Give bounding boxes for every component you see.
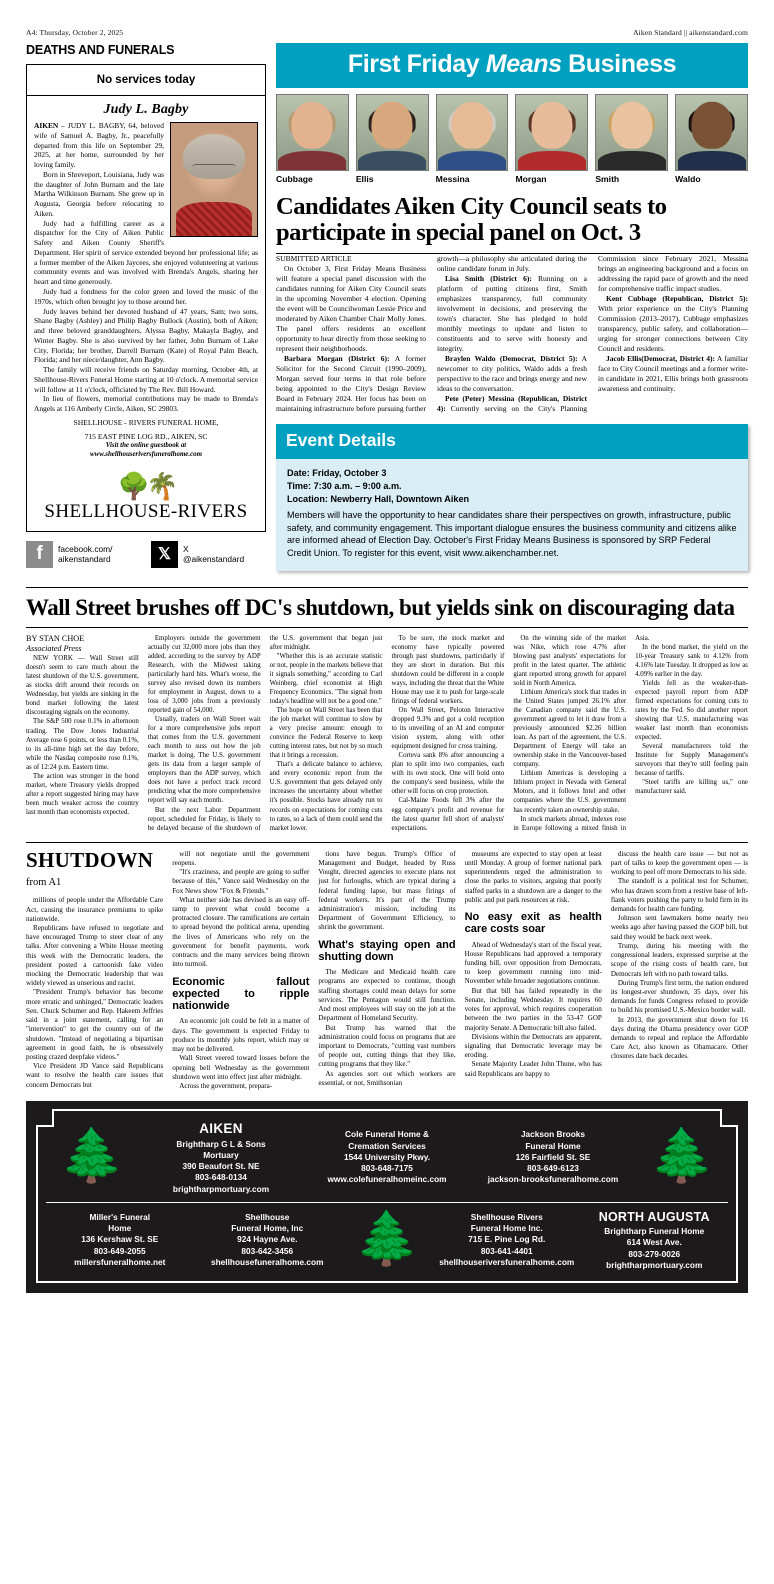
shutdown-subhead-economic: Economic fallout expected to ripple nationwide	[172, 975, 310, 1013]
ad-line: Brightharp Funeral Home	[604, 1225, 705, 1236]
event-details-body	[276, 459, 748, 571]
portrait-glasses	[192, 164, 237, 174]
funeral-home-line-2: 715 EAST PINE LOG RD., AIKEN, SC	[84, 431, 208, 441]
article-paragraph: "Whether this is an accurate statistic or not, people in the markets believe that it signals something," according to Carl Weinberg, chief economist at High Frequency Economics. "The signal from today's headline will not be a good one."	[269, 652, 383, 705]
article-paragraph: The hope on Wall Street has been that the job market will continue to slow by a very precise amount: enough to convince the Federal Reserve to keep cutting interest rates, but not by so much that it brings a recession.	[269, 707, 383, 760]
portrait-face	[292, 102, 333, 149]
candidate-photo	[356, 94, 429, 171]
ad-line: millersfuneralhome.net	[74, 1256, 166, 1267]
article-paragraph: On October 3, First Friday Means Business will feature a special panel discussion with the candidates running for Aiken City Council seats in the upcoming November 4 election. Opening the event will be Councilwoman Lessie Price and moderated by Aiken Chamber Chair Molly Jones. The panel offers residents an excellent opportunity to hear directly from those seeking to represent their neighborhoods.	[276, 264, 426, 354]
portrait-torso	[518, 151, 586, 172]
top-area	[0, 43, 774, 576]
tree-icon: 🌳🌴	[117, 471, 175, 501]
portrait-face	[531, 102, 572, 149]
article-paragraph: In 2013, the government shut down for 16 days during the Obama presidency over GOP demands to repeal and replace the Affordable Care Act, also known as Obamacare. Other closures date back decades.	[610, 1015, 749, 1061]
article-paragraph: Vice President JD Vance said Republicans want to resolve the health care issues that concern Democrats but	[26, 1062, 164, 1089]
article-paragraph: To be sure, the stock market and economy have typically powered through past shutdowns, particularly if they are short in duration. But this shutdown could be different in a couple ways, including the threat that the White House may use it to push for large-scale firings of federal workers.	[391, 634, 505, 705]
portrait-torso	[438, 151, 506, 172]
article-paragraph: But Trump has warned that the administration could focus on programs that are important to Democrats, "cutting vast numbers of people out, cutting things that they like, cutting programs that they like."	[318, 1023, 456, 1069]
shutdown-subhead-staying-open: What's staying open and shutting down	[318, 938, 456, 963]
article-paragraph: Yields fell as the weaker-than-expected payroll report from ADP firmed expectations for coming cuts to rates by the Fed. So did another report showing that U.S. manufacturing was weaker last month than economists expected.	[635, 679, 748, 742]
candidate-photo	[515, 94, 588, 171]
ad-line: Cremation Services	[348, 1140, 426, 1151]
ad-line: brightharpmortuary.com	[606, 1259, 703, 1270]
ad-line: 1544 University Pkwy.	[343, 1151, 431, 1162]
ad-line: Mortuary	[203, 1149, 239, 1160]
ads-frame	[36, 1109, 738, 1283]
article-paragraph: discuss the health care issue — but not as part of talks to keep the government open — is working to peel off more Democrats to his side.	[610, 849, 749, 877]
shutdown-column-5	[611, 850, 748, 1092]
portrait-face	[691, 102, 732, 149]
article-paragraph: Johnson sent lawmakers home nearly two weeks ago after having passed the GOP bill, but said they would be back next week.	[610, 914, 749, 941]
ad-line: 136 Kershaw St. SE	[81, 1234, 159, 1245]
candidate-profile: Barbara Morgan (District 6): A former Solicitor for the Second Circuit (1990–2009), Morgan served four terms in that role before being appointed to the City's Design Review Board in February 2024. Her focus has been on maintaining infrastructure before pursuing further growth—a philosophy she articulated during the online candidate forum in July.	[276, 254, 587, 413]
event-details-card	[276, 424, 748, 571]
candidate-photo-row	[276, 94, 748, 184]
guestbook-label: Visit the online guestbook at	[105, 441, 187, 449]
funeral-home-ads	[26, 1101, 748, 1293]
byline-org: Associated Press	[26, 643, 82, 653]
candidate-profile-lead: Kent Cubbage (Republican, District 5):	[606, 294, 748, 304]
masthead	[0, 0, 774, 43]
funeral-home-ad[interactable]	[194, 1212, 342, 1268]
ad-line: www.colefuneralhomeinc.com	[327, 1174, 447, 1185]
ad-line: jackson-brooksfuneralhome.com	[487, 1174, 619, 1185]
ad-line: 803-648-0134	[195, 1172, 247, 1183]
candidate-profile: Jacob Ellis(Democrat, District 4): A familiar face to City Council meetings and a former write-in candidate in 2021, Ellis brings both grassroots awareness and continuity.	[598, 354, 749, 393]
section-kicker-deaths: DEATHS AND FUNERALS	[26, 43, 175, 57]
event-location: Location: Newberry Hall, Downtown Aiken	[287, 493, 470, 504]
article-paragraph: tions have begun. Trump's Office of Management and Budget, headed by Russ Vought, directed agencies to execute plans not just for furloughs, which are typical during a federal funding lapse, but mass firings of federal workers. It's part of the Trump administration's mission, including its Department of Government Efficiency, to shrink the government.	[318, 849, 456, 932]
ad-line: 924 Hayne Ave.	[237, 1234, 298, 1245]
event-date: Date: Friday, October 3	[287, 467, 387, 478]
shutdown-col3-pre	[318, 850, 455, 933]
shutdown-column-2	[172, 850, 309, 1092]
ad-line: shellhouseriversfuneralhome.com	[439, 1256, 575, 1267]
article-paragraph: But that bill has failed repeatedly in the Senate, including Wednesday. It requires 60 votes for approval, which requires cooperation between the two parties in the 53-47 GOP majority Senate. A Democratic bill also failed.	[464, 986, 602, 1032]
article-paragraph: museums are expected to stay open at least until Monday. A group of former national park superintendents urged the administration to close the parks to visitors, arguing that poorly staffed parks in a shutdown are a danger to the public and put park resources at risk.	[464, 849, 602, 904]
obituary-box	[26, 96, 266, 532]
shellhouse-rivers-logo	[34, 471, 258, 523]
portrait-torso	[278, 151, 346, 172]
ad-line: Funeral Home Inc.	[470, 1223, 543, 1234]
event-time: Time: 7:30 a.m. – 9:00 a.m.	[287, 480, 402, 491]
ad-line: brightharpmortuary.com	[172, 1183, 270, 1194]
first-friday-banner	[276, 43, 748, 88]
portrait-face	[452, 102, 493, 149]
ad-line: 803-641-4401	[480, 1245, 533, 1256]
ad-line: Funeral Home	[525, 1140, 581, 1151]
obituary-p1: – JUDY L. BAGBY, 64, beloved wife of Samuel A. Bagby, Jr., peacefully departed from this life on September 29, 2025, at her home, surrounded by her loving family.	[34, 121, 164, 170]
article-paragraph: During Trump's first term, the nation endured its longest-ever shutdown, 35 days, over his demands for funds Congress refused to provide to build his promised U.S.-Mexico border wall.	[610, 978, 749, 1015]
submitted-article-byline: SUBMITTED ARTICLE	[276, 254, 352, 264]
article-paragraph: An economic jolt could be felt in a matter of days. The government is expected Friday to produce its monthly jobs report, which may or may not be delivered.	[172, 1017, 310, 1054]
candidate-profile-lead: Lisa Smith (District 6):	[445, 274, 532, 284]
article-paragraph: Usually, traders on Wall Street wait for a more comprehensive jobs report that comes from the U.S. government each month to suss out how the job market is doing. The U.S. government gets its data from a larger sample of employers than the ADP survey, which does not have a perfect track record predicting what the more comprehensive report will say each month.	[147, 716, 261, 805]
masthead-left: A4: Thursday, October 2, 2025	[26, 28, 124, 37]
ad-line: Shellhouse Rivers	[470, 1211, 543, 1222]
obituary-paragraph: Judy leaves behind her devoted husband of 47 years, Sam; two sons, Shane Bagby (Ashley) and Philip Bagby Bullock (Austin), both of Aiken; and three beloved granddaughters, Alyssa Bagby, Makayla Bagby, and Winter Bagby. She is also survived by her father, John Burnam of Lake City, Florida; her brother, Darrell Burnam (Kate) of Royal Palm Beach, Florida; and her niece/daughter, Ann Bagby.	[34, 306, 258, 365]
obituary-body	[34, 121, 258, 460]
candidate-photo	[276, 94, 349, 171]
shutdown-col4-pre	[465, 850, 602, 905]
banner-text-a: First Friday	[347, 50, 486, 78]
ad-line: Jackson Brooks	[520, 1129, 586, 1140]
article-paragraph: Several manufacturers told the Institute for Supply Management's surveyors that they're still feeling pain because of tariffs.	[635, 743, 748, 778]
article-paragraph: Senate Majority Leader John Thune, who has said Republicans are happy to	[464, 1060, 602, 1078]
funeral-home-line-1: SHELLHOUSE - RIVERS FUNERAL HOME,	[73, 417, 219, 427]
ad-line: Brightharp G L & Sons	[176, 1138, 266, 1149]
portrait-dress	[176, 202, 252, 236]
obituary-paragraph: In lieu of flowers, memorial contributions may be made to Brenda's Angels at 116 Amberly Circle, Aiken, SC 29803.	[34, 394, 258, 414]
article-paragraph: Trump, during his meeting with the congressional leaders, expressed surprise at the scope of the rising costs of health care, but Democrats left with no path toward talks.	[610, 941, 749, 978]
funeral-home-ad[interactable]	[433, 1212, 581, 1268]
article-paragraph: The standoff is a political test for Schumer, who has drawn scorn from a restive base of left-flank voters pushing the party to hold firm in its demands for health care funding.	[610, 877, 749, 913]
wallstreet-byline	[26, 634, 139, 655]
shutdown-column-3	[318, 850, 455, 1092]
candidate-profile-lead: Jacob Ellis(Democrat, District 4):	[606, 354, 715, 364]
shutdown-subhead-no-easy-exit: No easy exit as health care costs soar	[464, 910, 602, 936]
social-links	[26, 541, 266, 576]
article-paragraph: Lithium Americas is developing a lithium project in Nevada with General Motors, and it follows Intel and other companies where the U.S. government has recently taken an ownership stake.	[513, 770, 627, 814]
portrait-face	[372, 102, 413, 149]
candidate-name: Smith	[595, 174, 620, 184]
article-paragraph: That's a delicate balance to achieve, and every economic report from the U.S. government that gets delayed only increases the uncertainty about whether it's possible. Stocks have already run to records on expectations for coming cuts to rates, so a lack of them could send the market lower.	[269, 761, 383, 832]
article-paragraph: millions of people under the Affordable Care Act, causing the insurance premiums to spike nationwide.	[26, 896, 164, 923]
ads-divider	[46, 1202, 728, 1203]
article-paragraph: Across the government, prepara-	[179, 1081, 273, 1090]
portrait-torso	[678, 151, 746, 172]
first-friday-column	[276, 43, 748, 576]
ornamental-tree-icon: 🌲	[354, 1210, 420, 1268]
ad-line: 803-279-0026	[628, 1248, 681, 1259]
ad-line: shellhousefuneralhome.com	[211, 1256, 324, 1267]
obituary-paragraph: Judy had a fondness for the color green and loved the music of the 1970s, which often brought joy to those around her.	[34, 287, 258, 306]
candidate-photo	[436, 94, 509, 171]
ad-line: 126 Fairfield St. SE	[515, 1151, 591, 1162]
article-paragraph: Ahead of Wednesday's start of the fiscal year, House Republicans had approved a temporary funding bill, over opposition from Democrats, to keep government running into mid-November while broader negotiations continue.	[464, 940, 602, 986]
candidate-cubbage	[276, 94, 349, 184]
article-paragraph: Corteva sank 8% after announcing a plan to split into two companies, each with its own stock. One will hold onto the company's seed business, while the other will focus on crop protection.	[391, 752, 505, 796]
ad-line: 803-649-6123	[527, 1163, 579, 1174]
article-paragraph: In the bond market, the yield on the 10-year Treasury sank to 4.12% from 4.16% late Tuesday. It dropped as low as 4.09% earlier in the day.	[635, 643, 748, 678]
shutdown-column-4	[465, 850, 602, 1092]
candidate-morgan	[515, 94, 588, 184]
candidate-profile: Braylen Waldo (Democrat, District 5): A newcomer to city politics, Waldo adds a fresh perspective to the race and brings energy and new ideas to the conversation.	[437, 354, 587, 393]
article-paragraph: On Wall Street, Peloton Interactive dropped 9.3% and got a cold reception to its unveiling of an AI and computer vision system, along with other equipment designed for cross training.	[391, 707, 505, 751]
candidate-waldo	[675, 94, 748, 184]
ads-row-2	[46, 1209, 728, 1271]
ad-line: 803-649-2055	[93, 1245, 146, 1256]
shutdown-col2-pre	[172, 850, 309, 970]
ad-line: Funeral Home, Inc	[231, 1223, 304, 1234]
article-paragraph: In stock markets abroad, indexes rose in Europe following a mixed finish in Asia.	[513, 634, 650, 832]
ad-city: AIKEN	[199, 1121, 243, 1137]
masthead-right: Aiken Standard || aikenstandard.com	[633, 28, 748, 37]
article-paragraph: The Medicare and Medicaid health care programs are expected to continue, though staffing shortages could mean delays for some services. The Pentagon would still function. And most employees will stay on the job at the Department of Homeland Security.	[318, 968, 456, 1023]
shutdown-jumpline: from A1	[26, 876, 62, 888]
candidate-name: Messina	[435, 174, 470, 184]
event-details-title: Event Details	[276, 424, 748, 459]
candidate-name: Ellis	[355, 174, 374, 184]
article-paragraph: The S&P 500 rose 0.1% in afternoon trading. The Dow Jones Industrial Average rose 6 points, or less than 0.1%, to its all-time high set the day before, while the Nasdaq composite rose 0.1%, as of 12:24 p.m. Eastern time.	[26, 718, 139, 771]
candidate-messina	[436, 94, 509, 184]
ads-row-1	[46, 1120, 728, 1195]
article-paragraph: What neither side has devised is an easy off-ramp to prevent what could become a protracted closure. The ramifications are certain to spread beyond the political arena, upending the lives of Americans who rely on the government for benefit payments, work contracts and the many services being thrown into turmoil.	[172, 895, 310, 969]
x-line-1: X	[183, 543, 189, 554]
shutdown-col5-text	[611, 850, 748, 1062]
article-paragraph: "It's craziness, and people are going to suffer because of this," Vance said Wednesday on the Fox News show "Fox & Friends."	[172, 868, 310, 895]
obituaries-column	[26, 43, 266, 576]
article-paragraph: Employers outside the government actually cut 32,000 more jobs than they added, according to the survey by ADP Research, with the Midwest taking particularly hard hits. What's worse, the survey also revised down its numbers for employment in August, down to a loss of 3,000 jobs from a previously reported gain of 54,000.	[147, 634, 261, 714]
candidate-name: Morgan	[515, 174, 547, 184]
funeral-home-ad[interactable]	[304, 1129, 470, 1185]
first-friday-article-body	[276, 254, 748, 414]
facebook-line-1: facebook.com/	[58, 543, 113, 554]
x-line-2: @aikenstandard	[183, 554, 245, 565]
shutdown-col2-post	[172, 1017, 309, 1091]
wallstreet-headline: Wall Street brushes off DC's shutdown, but yields sink on discouraging data	[26, 594, 735, 620]
ad-line: 803-648-7175	[361, 1163, 413, 1174]
ornamental-tree-icon: 🌲	[59, 1128, 125, 1186]
x-icon: 𝕏	[151, 541, 178, 568]
article-paragraph: NEW YORK — Wall Street still doesn't seem to care much about the latest shutdown of the U.S. government, as stocks drift around their records on Wednesday, but yields are sinking in the bond market following the latest discouraging signals on the economy.	[26, 655, 139, 717]
candidate-profile: Pete (Peter) Messina (Republican, District 4): Currently serving on the City's Planning Commission since February 2021, Messina brings an engineering background and a focus on addressing the rapid pace of growth and the need for comprehensive traffic impact studies.	[437, 254, 748, 413]
ad-line: Miller's Funeral	[89, 1211, 151, 1222]
candidate-profile-lead: Braylen Waldo (Democrat, District 5):	[445, 354, 578, 364]
article-paragraph: "President Trump's behavior has become more erratic and unhinged," Democratic leaders Sen. Chuck Schumer and Rep. Hakeem Jeffries said in a joint statement, calling for an "intervention" to get the country out of the shutdown. "Instead of negotiating a bipartisan agreement in good faith, he is obsessively posting crazed deepfake videos."	[26, 988, 164, 1062]
candidate-profile: Lisa Smith (District 6): Running on a platform of putting citizens first, Smith emphasizes transparency, full community involvement in decisions, and preserving the town's character. She has pledged to hold monthly meetings to update and listen to constituents and to serve with honesty and integrity.	[437, 274, 587, 354]
ad-city: NORTH AUGUSTA	[598, 1209, 710, 1224]
ad-line: Shellhouse	[245, 1211, 290, 1222]
candidate-photo	[675, 94, 748, 171]
guestbook-url[interactable]: www.shellhouseriversfuneralhome.com	[90, 450, 202, 458]
candidate-profile-lead: Pete (Peter) Messina (Republican, District 4):	[437, 393, 587, 413]
article-paragraph: But the next Labor Department report, scheduled for Friday, is likely to be delayed because of the shutdown of the U.S. government that began just after midnight.	[147, 634, 383, 832]
facebook-icon: f	[26, 541, 53, 568]
obituary-paragraph: The family will receive friends on Saturday morning, October 4th, at Shellhouse-Rivers Funeral Home starting at 10 o'clock. A memorial service will follow at 11 o'clock, officiated by The Rev. Bill Howard.	[34, 365, 258, 394]
obituary-name: Judy L. Bagby	[103, 102, 189, 117]
ad-line: 803-642-3456	[241, 1245, 294, 1256]
candidate-photo	[595, 94, 668, 171]
shutdown-col1-text	[26, 896, 163, 1090]
article-paragraph: Republicans have refused to negotiate and have encouraged Trump to steer clear of any talks. After convening a White House meeting this week with the Democratic leaders, the president posted a cartoonish fake video mocking the Democratic leadership that was widely viewed as unserious and racist.	[26, 923, 164, 988]
facebook-line-2: aikenstandard	[58, 554, 111, 565]
article-paragraph: Cal-Maine Foods fell 3% after the egg company's profit and revenue for the latest quarter fell short of analysts' expectations.	[391, 797, 505, 832]
shutdown-section	[26, 847, 749, 1092]
shellhouse-rivers-wordmark: SHELLHOUSE-RIVERS	[44, 500, 248, 522]
no-services-box: No services today	[26, 64, 266, 96]
obituary-paragraph: Born in Shreveport, Louisiana, Judy was the daughter of John Burnam and the late Martha Wilkinson Burnam. She grew up in Augusta, Georgia before relocating to Aiken.	[34, 169, 164, 218]
article-paragraph: The action was stronger in the bond market, where Treasury yields dropped after a report suggested hiring may have been much weaker across the country last month than economists expected.	[26, 772, 139, 816]
obituary-dateline: AIKEN	[34, 121, 59, 130]
facebook-link[interactable]	[26, 541, 141, 568]
funeral-home-ad[interactable]	[581, 1209, 729, 1271]
portrait-torso	[358, 151, 426, 172]
candidate-profile-lead: Barbara Morgan (District 6):	[284, 354, 390, 364]
event-description: Members will have the opportunity to hear candidates share their perspectives on growth, infrastructure, public safety, and community engagement. This important dialogue ensures the business community and citizens alike are informed ahead of Election Day. October's First Friday Means Business is sponsored by SRP Federal Credit Union. To register for this event, visit www.aikenchamber.net.	[287, 509, 737, 559]
article-paragraph: Divisions within the Democrats are apparent, signaling that Democratic leverage may be eroding.	[464, 1032, 602, 1060]
funeral-home-ad[interactable]	[470, 1129, 636, 1185]
funeral-home-ad[interactable]	[138, 1120, 304, 1195]
wallstreet-article-body	[26, 634, 748, 833]
shutdown-col3-post	[318, 968, 455, 1088]
shutdown-title: SHUTDOWN	[26, 847, 154, 872]
candidate-name: Cubbage	[276, 174, 313, 184]
candidate-ellis	[356, 94, 429, 184]
shutdown-col4-post	[465, 941, 602, 1079]
banner-text-b: Business	[561, 50, 677, 78]
obituary-portrait	[170, 122, 258, 237]
shutdown-top-rule	[26, 842, 748, 843]
portrait-torso	[598, 151, 666, 172]
ornamental-tree-icon: 🌲	[649, 1128, 715, 1186]
ad-line: 715 E. Pine Log Rd.	[468, 1234, 546, 1245]
article-paragraph: On the winning side of the market was Nike, which rose 4.7% after blowing past analysts' expectations for profit in the latest quarter. The athletic giant reported strong growth for apparel sold in North America.	[513, 634, 627, 687]
article-paragraph: "Steel tariffs are killing us," one manufacturer said.	[635, 779, 748, 796]
article-paragraph: will not negotiate until the government reopens.	[172, 849, 310, 867]
ad-line: 614 West Ave.	[626, 1237, 682, 1248]
portrait-face	[611, 102, 652, 149]
byline-author: BY STAN CHOE	[26, 633, 85, 643]
wallstreet-headline-rule	[26, 627, 748, 628]
x-link[interactable]	[151, 541, 266, 568]
ad-line: 390 Beaufort St. NE	[182, 1161, 260, 1172]
article-paragraph: Wall Street veered toward losses before the opening bell Wednesday as the government shutdown went into effect just after midnight.	[172, 1054, 310, 1081]
funeral-home-ad[interactable]	[46, 1212, 194, 1268]
candidate-name: Waldo	[675, 174, 701, 184]
obituary-paragraph: Judy had a fulfilling career as a dispatcher for the City of Aiken Public Safety and Aiken County Sheriff's Department. Her spirit of service extended beyond her professional life; as a former member of the Aiken Jaycees, she enjoyed volunteering at various community events and was involved with Brenda's Angels, sharing her heart and time generously.	[34, 218, 258, 287]
candidate-smith	[595, 94, 668, 184]
article-paragraph: Lithium America's stock that trades in the United States jumped 26.1% after the Canadian company said the U.S. government agreed to let it draw from a previously announced $2.26 billion loan. As part of the agreement, the U.S. Department of Energy will take an ownership stake in the Vancouver-based company.	[513, 688, 627, 769]
article-paragraph: As agencies sort out which workers are essential, or not, Smithsonian	[318, 1069, 456, 1087]
banner-text-means: Means	[485, 50, 562, 78]
ad-line: Cole Funeral Home &	[345, 1129, 429, 1140]
first-friday-headline: Candidates Aiken City Council seats to participate in special panel on Oct. 3	[276, 193, 667, 247]
ad-line: Home	[108, 1223, 132, 1234]
candidate-profile: Kent Cubbage (Republican, District 5): With prior experience on the City's Planning Commission (2013–2017), Cubbage emphasizes transparency, public safety, and collaboration—urging for stronger connections between City Council and residents.	[598, 294, 748, 354]
shutdown-column-1	[26, 847, 164, 1092]
